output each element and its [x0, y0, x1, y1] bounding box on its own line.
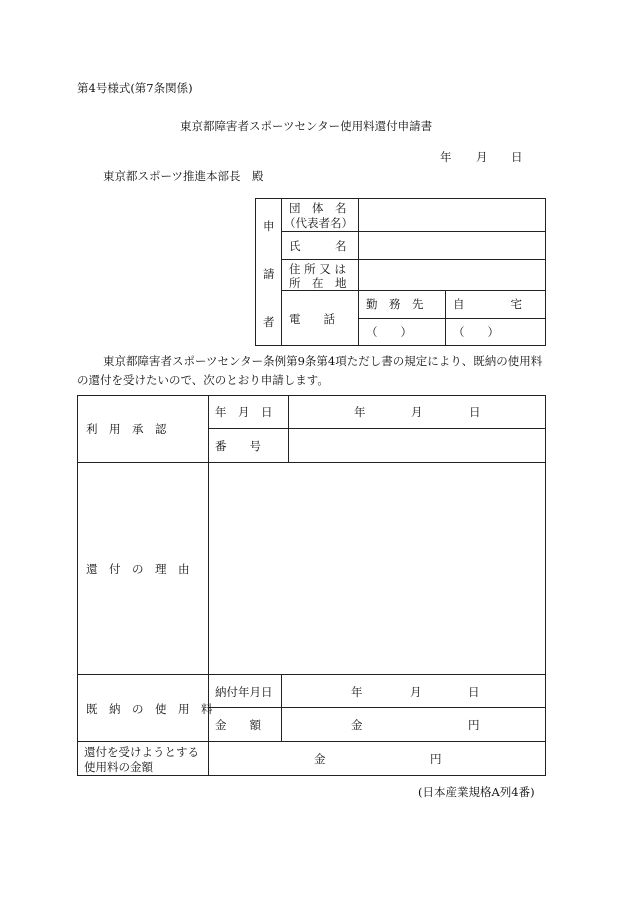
refund-amount-prefix: 金 — [314, 752, 326, 766]
date-year-label: 年 — [440, 150, 452, 164]
approval-label: 利 用 承 認 — [86, 422, 167, 436]
approval-date-day: 日 — [469, 405, 481, 419]
work-phone-area: （ ） — [366, 325, 412, 339]
applicant-label-2: 請 — [263, 267, 275, 281]
refund-amount-unit: 円 — [430, 752, 442, 766]
name-label: 氏 名 — [289, 239, 347, 253]
amount-label: 金 額 — [215, 718, 261, 732]
paid-date-year: 年 — [351, 685, 363, 699]
home-phone-label: 自 宅 — [453, 297, 522, 311]
amount-prefix: 金 — [351, 718, 363, 732]
refund-reason-label: 還 付 の 理 由 — [86, 562, 190, 576]
amount-unit: 円 — [468, 718, 480, 732]
applicant-label-1: 申 — [263, 219, 275, 233]
address-label-1: 住 所 又 は — [289, 262, 346, 276]
footer-note: (日本産業規格A列4番) — [418, 785, 535, 799]
addressee: 東京都スポーツ推進本部長 殿 — [103, 169, 264, 183]
date-month-label: 月 — [476, 150, 488, 164]
statement-line-1: 東京都障害者スポーツセンター条例第9条第4項ただし書の規定により、既納の使用料 — [103, 354, 543, 368]
home-phone-area: （ ） — [453, 325, 499, 339]
phone-label: 電 話 — [289, 312, 335, 326]
group-name-label: 団 体 名 — [289, 201, 347, 215]
paid-fee-label: 既 納 の 使 用 料 — [86, 702, 213, 716]
representative-label: （代表者名） — [284, 216, 353, 230]
paid-date-label: 納付年月日 — [215, 685, 273, 699]
paid-date-day: 日 — [468, 685, 480, 699]
approval-number-label: 番 号 — [215, 439, 261, 453]
refund-amount-label-2: 使用料の金額 — [84, 760, 153, 774]
form-number: 第4号様式(第7条関係) — [77, 81, 193, 95]
paid-date-month: 月 — [410, 685, 422, 699]
applicant-label-3: 者 — [263, 315, 275, 329]
page-title: 東京都障害者スポーツセンター使用料還付申請書 — [180, 119, 433, 133]
date-day-label: 日 — [511, 150, 523, 164]
address-label-2: 所 在 地 — [289, 276, 347, 290]
approval-date-month: 月 — [411, 405, 423, 419]
statement-line-2: の還付を受けたいので、次のとおり申請します。 — [77, 373, 329, 387]
refund-amount-label-1: 還付を受けようとする — [84, 745, 199, 759]
approval-date-year: 年 — [354, 405, 366, 419]
work-phone-label: 勤 務 先 — [366, 297, 424, 311]
approval-date-label: 年 月 日 — [215, 405, 273, 419]
